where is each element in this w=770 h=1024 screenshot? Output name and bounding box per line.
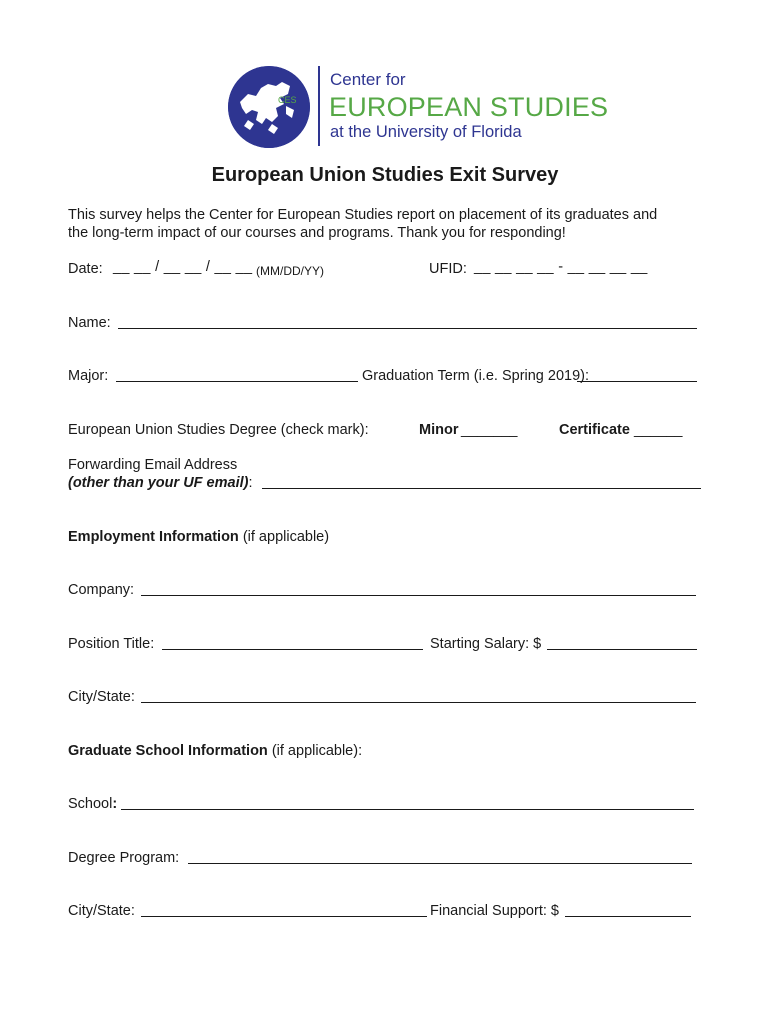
grad-term-label: Graduation Term (i.e. Spring 2019): [362,368,590,384]
employment-heading-note: (if applicable) [242,529,330,545]
date-field[interactable]: __ __ / __ __ / __ __ [113,259,253,275]
starting-salary-label: Starting Salary: $ [430,636,542,652]
page-title: European Union Studies Exit Survey [211,164,559,186]
employment-city-label: City/State: [68,689,135,705]
name-field[interactable] [118,328,697,329]
degree-program-field[interactable] [188,863,692,864]
grad-city-field[interactable] [141,916,427,917]
minor-checkbox-blank[interactable]: _______ [461,422,518,438]
school-label-row [68,795,117,813]
position-title-field[interactable] [162,649,423,650]
employment-heading: Employment Information [68,529,239,545]
email-note-row [68,474,253,492]
email-colon: : [248,475,253,491]
degree-label: European Union Studies Degree (check mark): [68,422,369,438]
europe-map-icon [228,66,310,148]
major-field[interactable] [116,381,358,382]
email-note: (other than your UF email) [68,475,249,491]
minor-label: Minor [419,422,459,438]
starting-salary-field[interactable] [547,649,697,650]
employment-heading-row [68,528,329,546]
name-label: Name: [68,315,111,331]
financial-support-label: Financial Support: $ [430,903,559,919]
grad-city-label: City/State: [68,903,135,919]
certificate-checkbox-blank[interactable]: ______ [634,422,683,438]
date-label: Date: [68,261,103,277]
position-title-label: Position Title: [68,636,155,652]
company-field[interactable] [141,595,696,596]
intro-line-1: This survey helps the Center for European Studies report on placement of its graduates and [68,207,658,223]
svg-text:CES: CES [278,95,297,105]
major-label: Major: [68,368,109,384]
grad-school-heading: Graduate School Information [68,743,268,759]
email-field[interactable] [262,488,701,489]
email-label: Forwarding Email Address [68,457,238,473]
logo-line-university: at the University of Florida [330,123,522,141]
school-field[interactable] [121,809,694,810]
grad-term-field[interactable] [577,381,697,382]
financial-support-field[interactable] [565,916,691,917]
ufid-label: UFID: [429,261,467,277]
logo-line-center-for: Center for [330,70,406,89]
intro-line-2: the long-term impact of our courses and programs. Thank you for responding! [68,225,566,241]
logo-divider [318,66,320,146]
degree-program-label: Degree Program: [68,850,180,866]
employment-city-field[interactable] [141,702,696,703]
ufid-field[interactable]: __ __ __ __ - __ __ __ __ [474,259,648,275]
ces-logo-globe [228,66,310,148]
company-label: Company: [68,582,135,598]
grad-school-heading-row [68,742,362,760]
grad-school-heading-note: (if applicable): [271,743,363,759]
school-colon: : [112,796,118,812]
school-label: School [68,796,113,812]
certificate-label: Certificate [559,422,630,438]
date-format-hint: (MM/DD/YY) [256,264,324,278]
logo-line-european-studies: EUROPEAN STUDIES [329,92,609,122]
